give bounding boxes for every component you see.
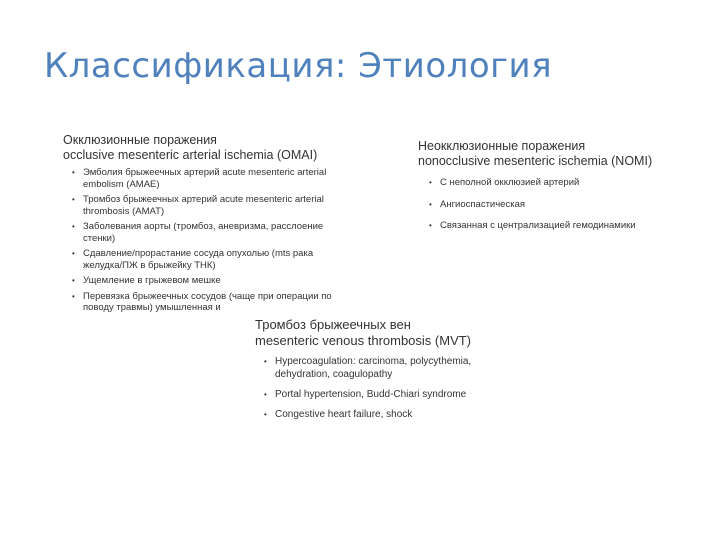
- omai-heading-en: occlusive mesenteric arterial ischemia (OMAI): [63, 148, 318, 162]
- mvt-item-text: Portal hypertension, Budd-Chiari syndrome: [275, 389, 467, 400]
- list-item: [71, 194, 338, 217]
- omai-heading-ru: Окклюзионные поражения: [63, 133, 217, 147]
- omai-item-text: Тромбоз брыжеечных артерий acute mesenteric arterial thrombosis (AMAT): [83, 194, 324, 217]
- omai-section: [63, 133, 338, 318]
- bullet-icon: •: [264, 357, 267, 366]
- list-item: [71, 291, 338, 314]
- bullet-icon: •: [72, 291, 75, 301]
- mvt-item-text: Congestive heart failure, shock: [275, 409, 413, 420]
- nomi-item-text: Ангиоспастическая: [440, 198, 525, 210]
- nomi-item-text: Связанная с централизацией гемодинамики: [440, 220, 636, 231]
- nomi-heading-ru: Неокклюзионные поражения: [418, 139, 586, 153]
- omai-item-text: Перевязка брыжеечных сосудов (чаще при операции по поводу травмы) умышленная и: [83, 290, 332, 313]
- nomi-item-text: С неполной окклюзией артерий: [440, 177, 580, 188]
- bullet-icon: •: [72, 222, 75, 231]
- list-item: [71, 221, 338, 244]
- omai-item-text: Ущемление в грыжевом мешке: [83, 275, 221, 286]
- mvt-heading-en: mesenteric venous thrombosis (MVT): [255, 333, 472, 348]
- mvt-heading-ru: Тромбоз брыжеечных вен: [255, 317, 411, 332]
- bullet-icon: •: [72, 195, 75, 204]
- bullet-icon: •: [72, 249, 75, 258]
- mvt-item-text: Hypercoagulation: carcinoma, polycythemia, dehydration, coagulopathy: [275, 356, 472, 380]
- bullet-icon: •: [264, 390, 267, 399]
- list-item: [263, 388, 495, 401]
- omai-list: [71, 167, 338, 314]
- list-item: [428, 199, 663, 211]
- list-item: [71, 275, 338, 287]
- slide-title: Классификация: Этиология: [44, 46, 553, 86]
- bullet-icon: •: [264, 410, 267, 419]
- omai-item-text: Эмболия брыжеечных артерий acute mesenteric arterial embolism (AMAE): [83, 167, 327, 190]
- mvt-section: [255, 317, 495, 428]
- nomi-heading-en: nonocclusive mesenteric ischemia (NOMI): [418, 154, 653, 168]
- bullet-icon: •: [72, 168, 75, 177]
- list-item: [263, 408, 495, 421]
- list-item: [428, 220, 663, 232]
- list-item: [71, 167, 338, 190]
- list-item: [428, 177, 663, 189]
- bullet-icon: •: [429, 178, 432, 187]
- mvt-list: [263, 355, 495, 421]
- bullet-icon: •: [72, 276, 75, 285]
- list-item: [263, 355, 495, 381]
- list-item: [71, 248, 338, 271]
- bullet-icon: •: [429, 199, 432, 209]
- omai-item-text: Заболевания аорты (тромбоз, аневризма, расслоение стенки): [83, 221, 324, 244]
- nomi-section: [418, 139, 663, 242]
- nomi-list: [428, 177, 663, 232]
- bullet-icon: •: [429, 221, 432, 230]
- omai-item-text: Сдавление/прорастание сосуда опухолью (mts рака желудка/ПЖ в брыжейку ТНК): [83, 248, 314, 271]
